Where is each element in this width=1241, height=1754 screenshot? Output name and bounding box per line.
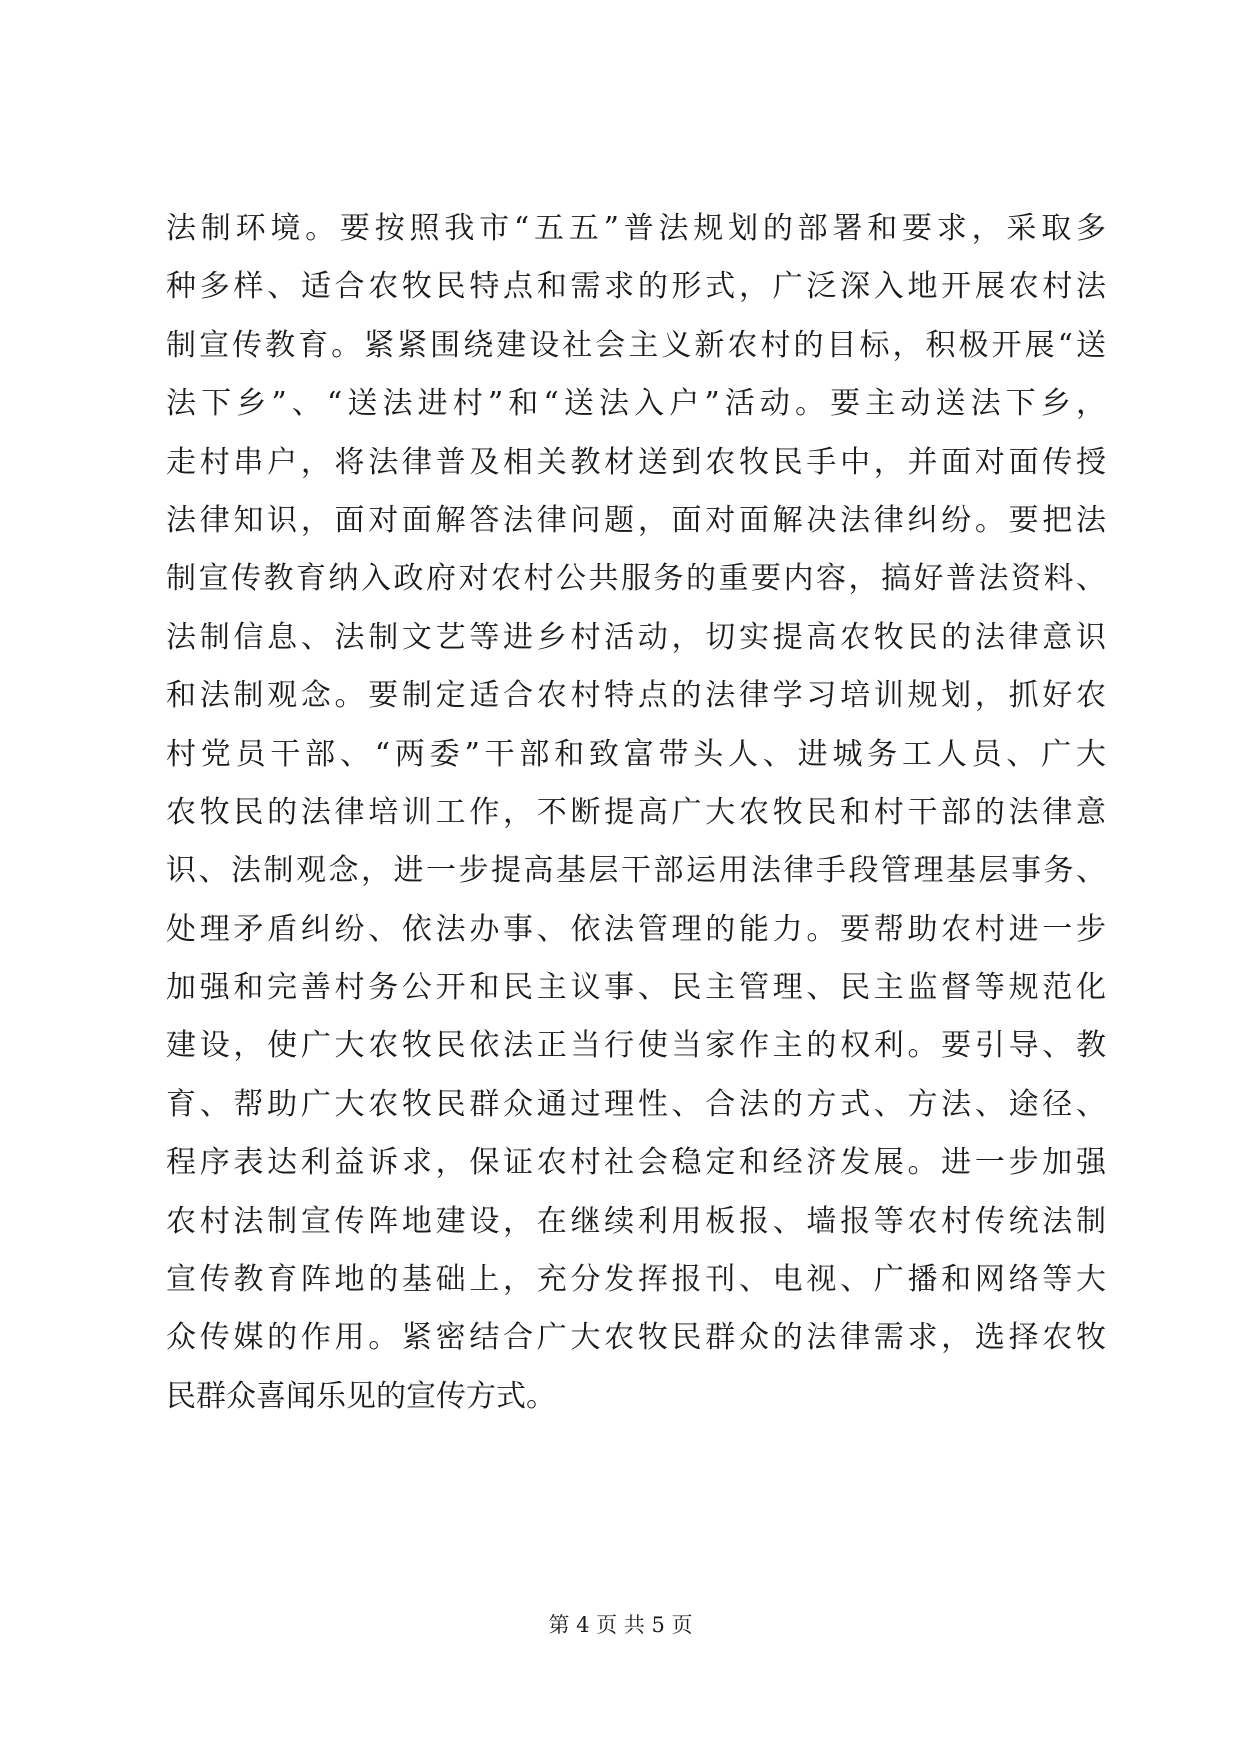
text-line: 民群众喜闻乐见的宣传方式。 <box>166 1378 556 1414</box>
text-line: 宣传教育阵地的基础上，充分发挥报刊、电视、广播和网络等大 <box>166 1262 1106 1298</box>
text-line: 制宣传教育。紧紧围绕建设社会主义新农村的目标，积极开展“送 <box>166 327 1106 363</box>
text-line: 法制环境。要按照我市“五五”普法规划的部署和要求，采取多 <box>166 211 1106 246</box>
text-line: 走村串户，将法律普及相关教材送到农牧民手中，并面对面传授 <box>166 444 1106 480</box>
page-number: 第 4 页 共 5 页 <box>548 1613 693 1637</box>
text-line: 法下乡”、“送法进村”和“送法入户”活动。要主动送法下乡， <box>166 386 1106 422</box>
text-line: 种多样、适合农牧民特点和需求的形式，广泛深入地开展农村法 <box>166 269 1106 305</box>
text-line: 处理矛盾纠纷、依法办事、依法管理的能力。要帮助农村进一步 <box>166 911 1106 947</box>
text-line: 制宣传教育纳入政府对农村公共服务的重要内容，搞好普法资料、 <box>166 561 1106 597</box>
text-line: 和法制观念。要制定适合农村特点的法律学习培训规划，抓好农 <box>166 678 1106 714</box>
body-paragraph <box>166 200 1106 1426</box>
text-line: 农牧民的法律培训工作，不断提高广大农牧民和村干部的法律意 <box>166 794 1106 830</box>
text-line: 村党员干部、“两委”干部和致富带头人、进城务工人员、广大 <box>166 736 1106 772</box>
text-line: 法制信息、法制文艺等进乡村活动，切实提高农牧民的法律意识 <box>166 619 1106 655</box>
text-line: 识、法制观念，进一步提高基层干部运用法律手段管理基层事务、 <box>166 853 1106 889</box>
text-line: 众传媒的作用。紧密结合广大农牧民群众的法律需求，选择农牧 <box>166 1320 1106 1356</box>
text-line: 加强和完善村务公开和民主议事、民主管理、民主监督等规范化 <box>166 970 1106 1006</box>
text-line: 育、帮助广大农牧民群众通过理性、合法的方式、方法、途径、 <box>166 1086 1106 1122</box>
text-line: 农村法制宣传阵地建设，在继续利用板报、墙报等农村传统法制 <box>166 1203 1106 1239</box>
text-line: 建设，使广大农牧民依法正当行使当家作主的权利。要引导、教 <box>166 1028 1106 1064</box>
text-line: 法律知识，面对面解答法律问题，面对面解决法律纠纷。要把法 <box>166 502 1106 538</box>
text-line: 程序表达利益诉求，保证农村社会稳定和经济发展。进一步加强 <box>166 1145 1106 1181</box>
